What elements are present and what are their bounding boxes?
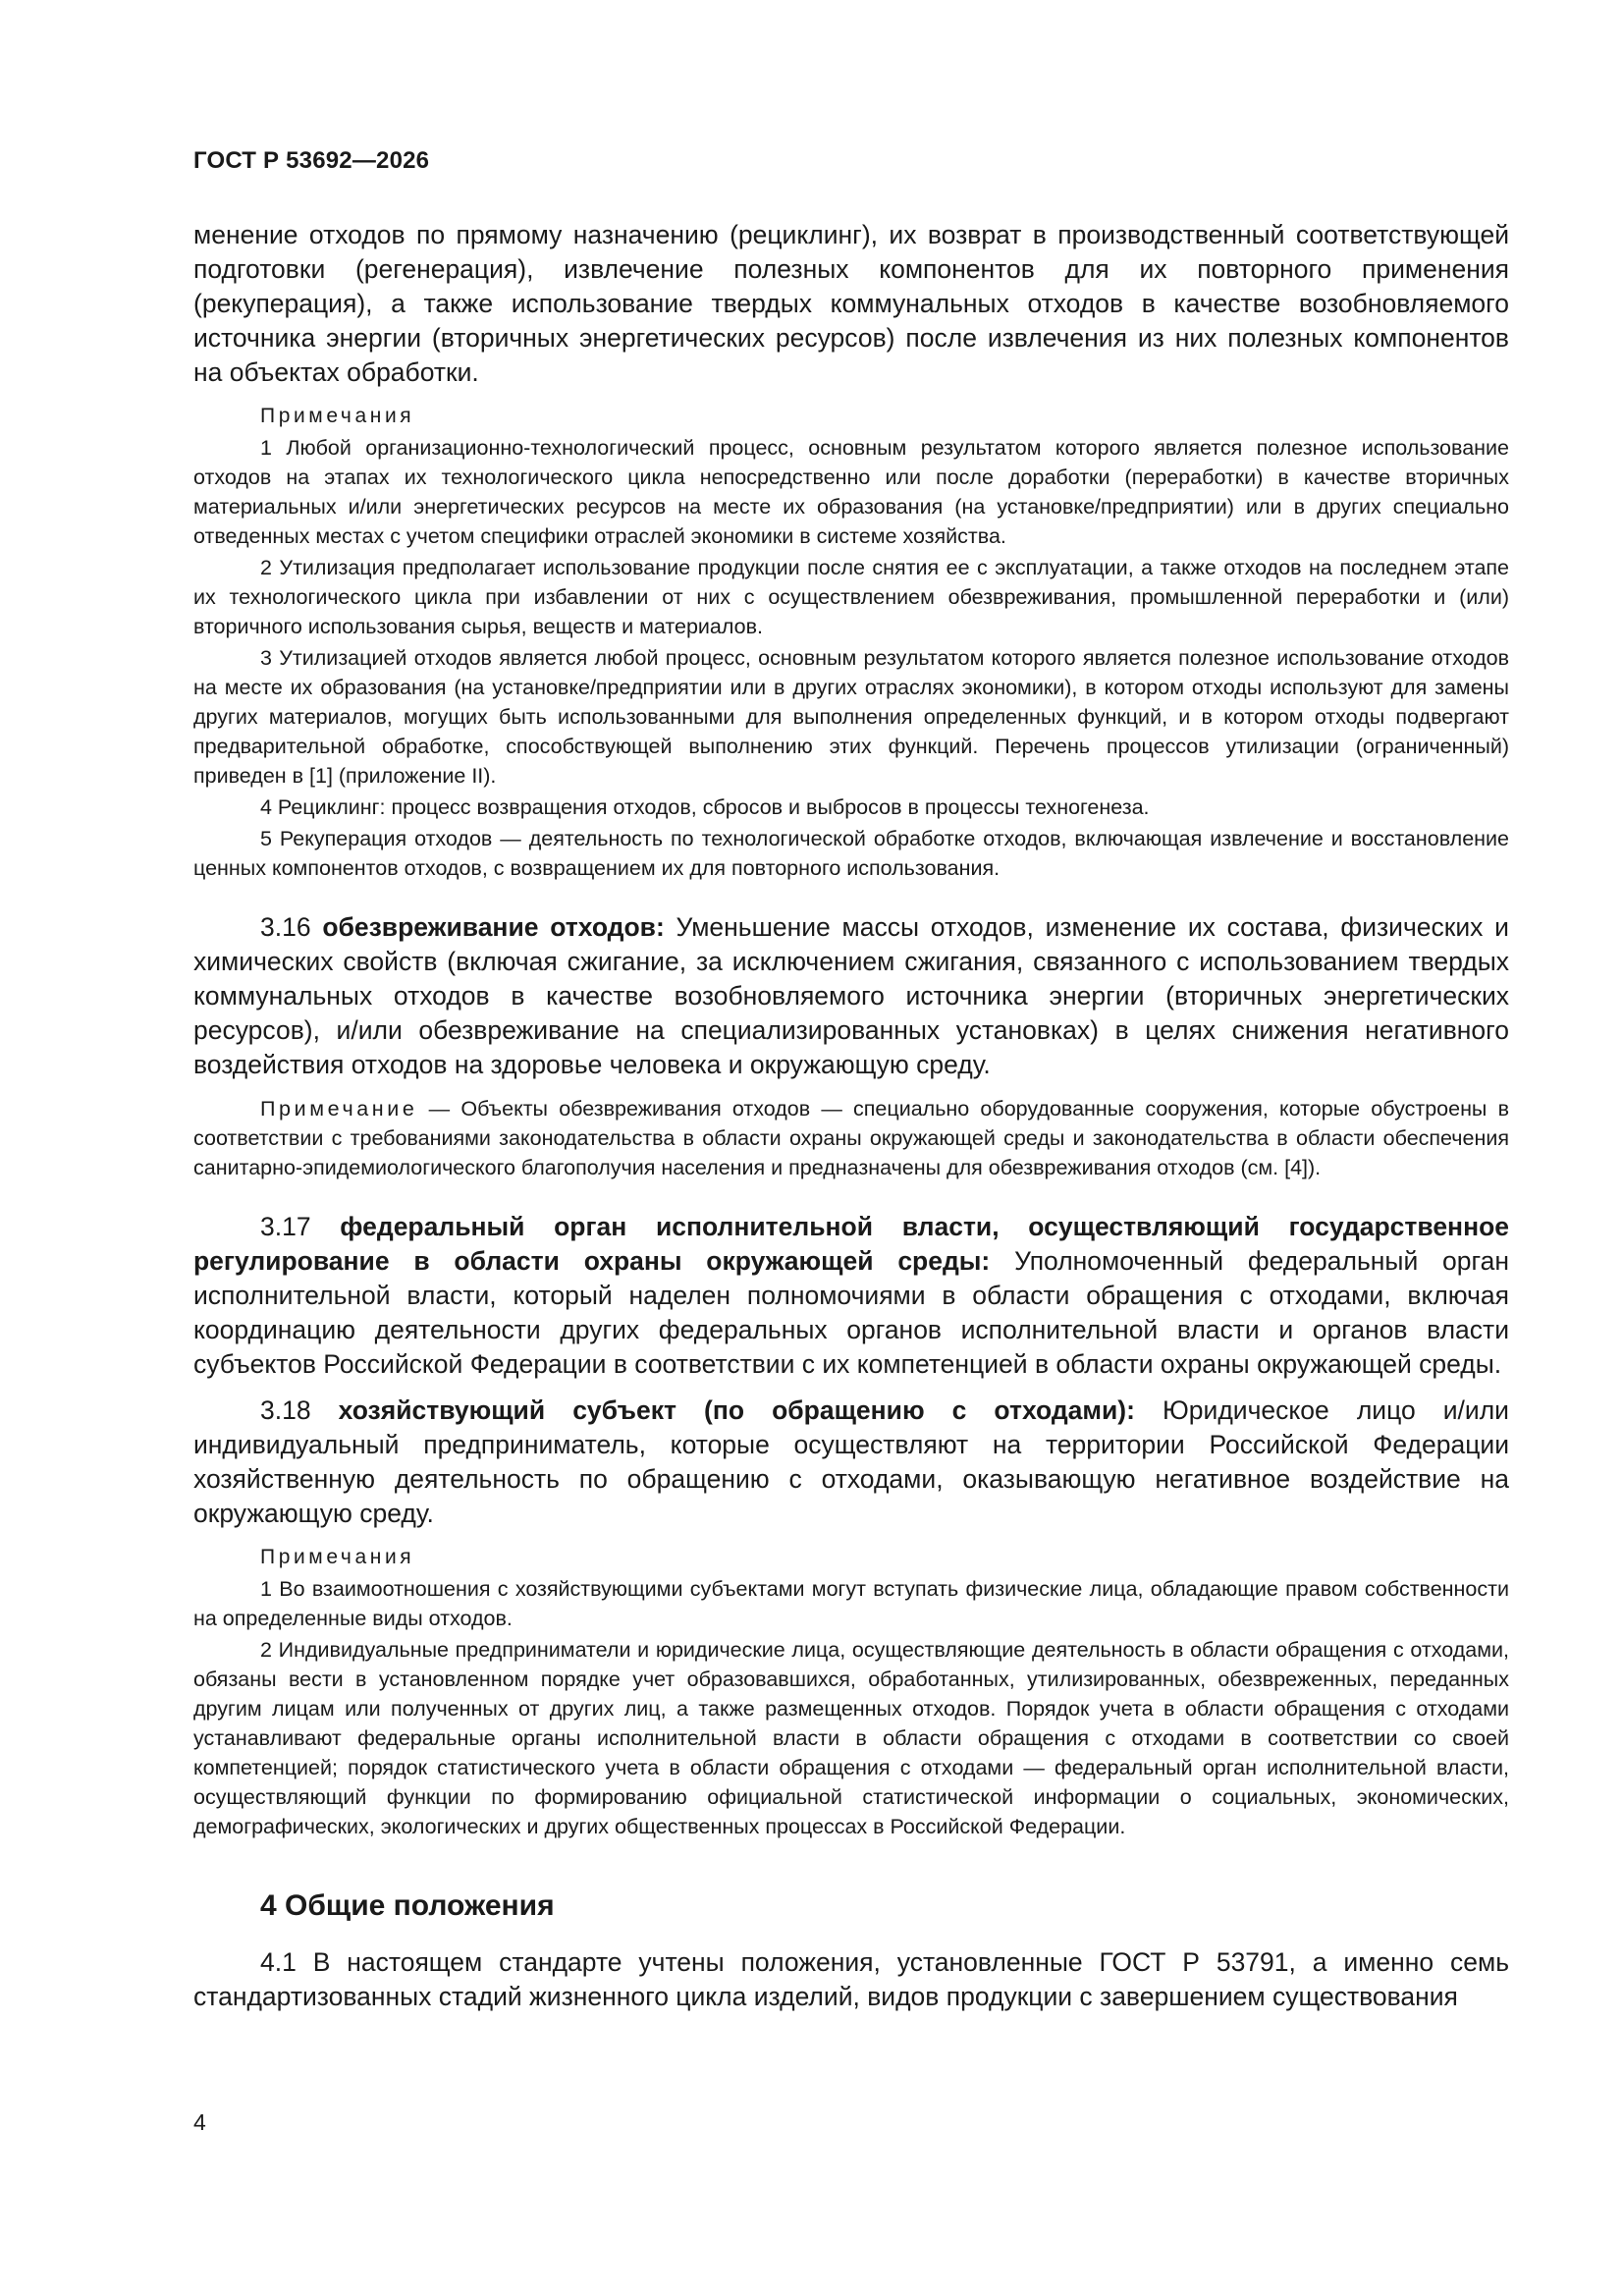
document-header: ГОСТ Р 53692—2026 [193, 147, 430, 174]
note-item: 2 Индивидуальные предприниматели и юридические лица, осуществляющие деятельность в области обращения с отходами, обязаны вести в установленном порядке учет образовавшихся, обработанных, утилизированных, обезвреженных, переданных другим лицам или полученных от других лиц, а также размещенных отходов. Порядок учета в области обращения с отходами устанавливают федеральные органы исполнительной власти в области обращения с отходами в соответствии со своей компетенцией; порядок статистического учета в области обращения с отходами — федеральный орган исполнительной власти, осуществляющий функции по формированию официальной статистической информации о социальных, экономических, демографических, экологических и других общественных процессах в Российской Федерации. [193, 1638, 1509, 1838]
note-item: 1 Любой организационно-технологический процесс, основным результатом которого является полезное использование отходов на этапах их технологического цикла непосредственно или после доработки (переработки) в качестве вторичных материальных и/или энергетических ресурсов на месте их образования (на установке/предприятии) или в других специально отведенных местах с учетом специфики отраслей экономики в системе хозяйства. [193, 436, 1509, 548]
clause-3-16 [193, 910, 1509, 1082]
note-item: 1 Во взаимоотношения с хозяйствующими субъектами могут вступать физические лица, обладающие правом собственности на определенные виды отходов. [193, 1577, 1509, 1630]
section-4-paragraph: 4.1 В настоящем стандарте учтены положения, установленные ГОСТ Р 53791, а именно семь стандартизованных стадий жизненного цикла изделий, видов продукции с завершением существования [193, 1947, 1509, 2011]
document-body [193, 218, 1509, 2026]
clause-term: федеральный орган исполнительной власти, осуществляющий государственное регулирование в области охраны окружающей среды: [193, 1212, 1509, 1276]
note-item: 3 Утилизацией отходов является любой процесс, основным результатом которого является полезное использование отходов на месте их образования (на установке/предприятии или в других отраслях экономики), в котором отходы используют для замены других материалов, могущих быть использованными для выполнения определенных функций, и в котором отходы подвергают предварительной обработке, способствующей выполнению этих функций. Перечень процессов утилизации (ограниченный) приведен в [1] (приложение II). [193, 646, 1509, 788]
clause-3-16-note [193, 1094, 1509, 1182]
clause-text: Юридическое лицо и/или индивидуальный предприниматель, которые осуществляют на территории Российской Федерации хозяйственную деятельность по обращению с отходами, оказывающую негативное воздействие на окружающую среду. [193, 1395, 1509, 1528]
clause-number: 3.17 [260, 1212, 311, 1241]
page-number: 4 [193, 2109, 206, 2135]
note-item: 4 Рециклинг: процесс возвращения отходов, сбросов и выбросов в процессы техногенеза. [260, 795, 1150, 819]
clause-text: Уполномоченный федеральный орган исполнительной власти, который наделен полномочиями в области обращения с отходами, включая координацию деятельности других федеральных органов исполнительной власти и органов власти субъектов Российской Федерации в соответствии с их компетенцией в области охраны окружающей среды. [193, 1246, 1509, 1379]
section-heading: 4 Общие положения [260, 1889, 555, 1922]
intro-paragraph: менение отходов по прямому назначению (рециклинг), их возврат в производственный соответствующей подготовки (регенерация), извлечение полезных компонентов для их повторного применения (рекуперация), а также использование твердых коммунальных отходов в качестве возобновляемого источника энергии (вторичных энергетических ресурсов) после извлечения из них полезных компонентов на объектах обработки. [193, 220, 1509, 387]
note-item: 2 Утилизация предполагает использование продукции после снятия ее с эксплуатации, а также отходов на последнем этапе их технологического цикла при избавлении от них с осуществлением обезвреживания, промышленной переработки и (или) вторичного использования сырья, веществ и материалов. [193, 556, 1509, 638]
clause-term: обезвреживание отходов: [322, 912, 665, 942]
clause-number: 3.16 [260, 912, 311, 942]
note-text: — Объекты обезвреживания отходов — специально оборудованные сооружения, которые обустроены в соответствии с требованиями законодательства в области охраны окружающей среды и законодательства в области обеспечения санитарно-эпидемиологического благополучия населения и предназначены для обезвреживания отходов (см. [4]). [193, 1097, 1509, 1179]
note-title: Примечание [260, 1097, 418, 1121]
notes-title: Примечания [260, 1546, 415, 1568]
clause-3-17 [193, 1210, 1509, 1382]
notes-title: Примечания [260, 405, 415, 427]
notes-block-2 [193, 1543, 1509, 1841]
clause-text: Уменьшение массы отходов, изменение их состава, физических и химических свойств (включая сжигание, за исключением сжигания, связанного с использованием твердых коммунальных отходов в качестве возобновляемого источника энергии (вторичных энергетических ресурсов), и/или обезвреживание на специализированных установках) в целях снижения негативного воздействия отходов на здоровье человека и окружающую среду. [193, 912, 1509, 1079]
clause-number: 3.18 [260, 1395, 311, 1425]
clause-3-18 [193, 1394, 1509, 1531]
note-item: 5 Рекуперация отходов — деятельность по технологической обработке отходов, включающая извлечение и восстановление ценных компонентов отходов, с возвращением их для повторного использования. [193, 827, 1509, 880]
clause-term: хозяйствующий субъект (по обращению с отходами): [338, 1395, 1135, 1425]
notes-block-1 [193, 402, 1509, 883]
